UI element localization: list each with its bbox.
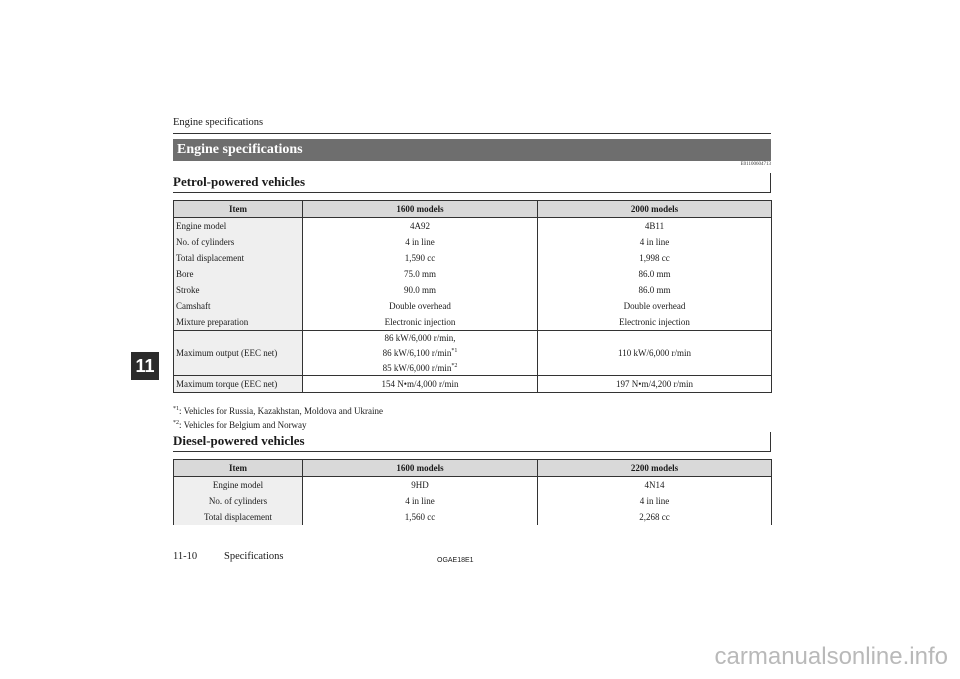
row-label: Total displacement: [174, 250, 303, 266]
cell-1600: [303, 331, 538, 376]
section-title: Engine specifications: [173, 139, 771, 161]
table-row-max-torque: [174, 376, 772, 393]
cell-2200: 4 in line: [538, 493, 772, 509]
cell-1600: Double overhead: [303, 298, 538, 314]
table-row-max-output: [174, 331, 772, 376]
footnotes: [173, 403, 383, 431]
cell-1600: 1,560 cc: [303, 509, 538, 525]
table-row: [174, 266, 772, 282]
cell-1600: 4A92: [303, 218, 538, 235]
cell-1600: 1,590 cc: [303, 250, 538, 266]
cell-1600: 4 in line: [303, 493, 538, 509]
table-row: [174, 250, 772, 266]
watermark: carmanualsonline.info: [714, 643, 948, 670]
diesel-spec-table: [173, 459, 772, 525]
column-header: Item: [174, 460, 303, 477]
column-header: 1600 models: [303, 460, 538, 477]
cell-1600: 90.0 mm: [303, 282, 538, 298]
cell-1600: Electronic injection: [303, 314, 538, 331]
cell-2000: Electronic injection: [538, 314, 772, 331]
table-row: [174, 282, 772, 298]
cell-2200: 2,268 cc: [538, 509, 772, 525]
cell-1600: 9HD: [303, 477, 538, 494]
row-label: No. of cylinders: [174, 234, 303, 250]
cell-2200: 4N14: [538, 477, 772, 494]
table-row: [174, 234, 772, 250]
running-header: Engine specifications: [173, 117, 264, 128]
footnote: [173, 403, 383, 417]
table-header-row: [174, 460, 772, 477]
cell-2000: 197 N•m/4,200 r/min: [538, 376, 772, 393]
table-row: [174, 218, 772, 235]
table-row: [174, 509, 772, 525]
output-line-1: 86 kW/6,000 r/min,: [384, 332, 456, 343]
table-row: [174, 314, 772, 331]
row-label: Stroke: [174, 282, 303, 298]
cell-2000: 86.0 mm: [538, 282, 772, 298]
cell-2000: Double overhead: [538, 298, 772, 314]
output-line-3: 85 kW/6,000 r/min: [382, 362, 452, 373]
cell-1600: 75.0 mm: [303, 266, 538, 282]
table-row: [174, 493, 772, 509]
petrol-spec-table: [173, 200, 772, 393]
row-label: Camshaft: [174, 298, 303, 314]
footnote-mark: *2: [451, 362, 458, 369]
row-label: No. of cylinders: [174, 493, 303, 509]
cell-2000: 86.0 mm: [538, 266, 772, 282]
footnote-mark: *1: [451, 347, 458, 354]
row-label: Bore: [174, 266, 303, 282]
footnote-mark: *1: [173, 406, 179, 412]
table-header-row: [174, 201, 772, 218]
column-header: 1600 models: [303, 201, 538, 218]
footer-section-name: Specifications: [224, 551, 284, 562]
row-label: Maximum output (EEC net): [174, 331, 303, 376]
row-label: Engine model: [174, 477, 303, 494]
column-header: Item: [174, 201, 303, 218]
page-number: 11-10: [173, 551, 198, 562]
row-label: Maximum torque (EEC net): [174, 376, 303, 393]
chapter-tab: 11: [131, 352, 159, 380]
row-label: Total displacement: [174, 509, 303, 525]
cell-2000: 4 in line: [538, 234, 772, 250]
cell-2000: 110 kW/6,000 r/min: [538, 331, 772, 376]
footnote-text: : Vehicles for Russia, Kazakhstan, Moldova and Ukraine: [179, 406, 384, 416]
petrol-heading: Petrol-powered vehicles: [173, 173, 771, 193]
document-code: OGAE18E1: [437, 557, 474, 564]
cell-2000: 1,998 cc: [538, 250, 772, 266]
footnote-mark: *2: [173, 420, 179, 426]
table-row: [174, 298, 772, 314]
cell-2000: 4B11: [538, 218, 772, 235]
column-header: 2000 models: [538, 201, 772, 218]
column-header: 2200 models: [538, 460, 772, 477]
cell-1600: 154 N•m/4,000 r/min: [303, 376, 538, 393]
section-code: E01100604713: [740, 162, 771, 167]
cell-1600: 4 in line: [303, 234, 538, 250]
output-line-2: 86 kW/6,100 r/min: [382, 347, 452, 358]
diesel-heading: Diesel-powered vehicles: [173, 432, 771, 452]
table-row: [174, 477, 772, 494]
header-rule: [173, 133, 771, 134]
row-label: Mixture preparation: [174, 314, 303, 331]
footnote-text: : Vehicles for Belgium and Norway: [179, 420, 307, 430]
footnote: [173, 417, 383, 431]
row-label: Engine model: [174, 218, 303, 235]
